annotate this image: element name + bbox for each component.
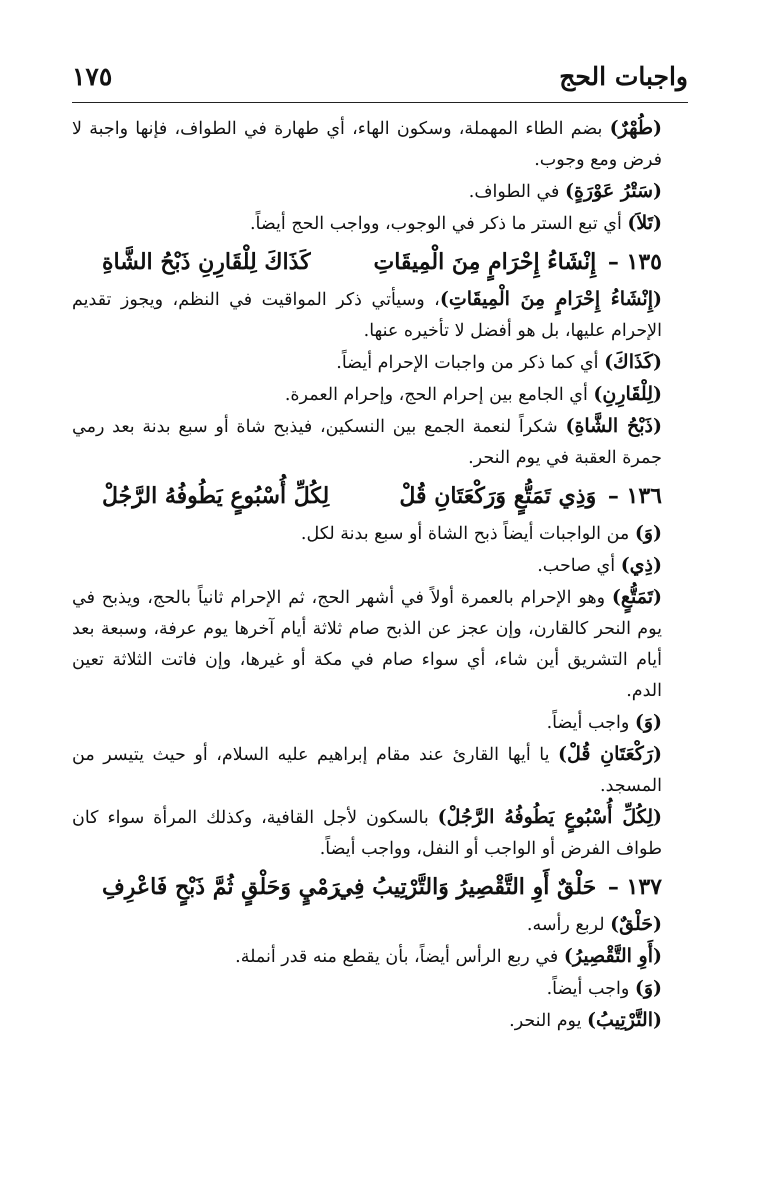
commented-term: (حَلْقٌ)	[610, 913, 662, 935]
commentary-text: بالسكون لأجل القافية، وكذلك المرأة سواء كان طواف الفرض أو الواجب أو النفل، وواجب أيضاً.	[72, 808, 662, 859]
commented-term: (لِكُلِّ أُسْبُوعٍ يَطُوفُهُ الرَّجُلْ)	[437, 806, 662, 828]
commentary-text: واجب أيضاً.	[546, 979, 635, 999]
verse-line	[72, 865, 688, 909]
verse-number: ١٣٦ –	[607, 483, 662, 509]
verse-second-hemistich: كَذَاكَ لِلْقَارِنِ ذَبْحُ الشَّاةِ	[102, 249, 311, 275]
commentary-text: أي الجامع بين إحرام الحج، وإحرام العمرة.	[284, 385, 594, 405]
commentary-paragraph	[72, 284, 688, 347]
commented-term: (أَوِ التَّقْصِيرُ)	[563, 945, 662, 967]
commented-term: (لِلْقَارِنِ)	[593, 383, 662, 405]
commentary-paragraph	[72, 347, 688, 379]
page-number: ١٧٥	[72, 62, 113, 91]
commented-term: (رَكْعَتَانِ قُلْ)	[558, 743, 662, 765]
commented-term: (ذِي)	[620, 554, 662, 576]
commentary-text: في الطواف.	[468, 182, 565, 202]
running-title: واجبات الحج	[559, 62, 688, 91]
verse-number: ١٣٥ –	[607, 249, 662, 275]
commented-term: (كَذَاكَ)	[604, 351, 662, 373]
commented-term: (طُهْرٌ)	[609, 117, 662, 139]
verse-line	[72, 240, 688, 284]
running-head	[72, 58, 688, 103]
body-text	[72, 113, 688, 1037]
commented-term: (وَ)	[634, 711, 662, 733]
book-page	[72, 58, 688, 1138]
commentary-paragraph	[72, 518, 688, 550]
commented-term: (التَّرْتِيبُ)	[587, 1009, 662, 1031]
commentary-text: أي صاحب.	[537, 556, 621, 576]
commentary-paragraph	[72, 208, 688, 240]
commentary-text: ، وسيأتي ذكر المواقيت في النظم، ويجوز تقديم الإحرام عليها، بل هو أفضل لا تأخيره عنها.	[72, 290, 662, 341]
commentary-paragraph	[72, 1005, 688, 1037]
verse-first-hemistich-text: إِنْشَاءُ إِحْرَامٍ مِنَ الْمِيقَاتِ	[373, 249, 597, 275]
verse-second-hemistich: لِكُلِّ أُسْبُوعٍ يَطُوفُهُ الرَّجُلْ	[102, 483, 330, 509]
commentary-paragraph	[72, 802, 688, 865]
commentary-paragraph	[72, 973, 688, 1005]
commented-term: (تَمَتُّعٍ)	[611, 586, 662, 608]
commentary-paragraph	[72, 550, 688, 582]
commentary-paragraph	[72, 582, 688, 707]
commentary-text: وهو الإحرام بالعمرة أولاً في أشهر الحج، ثم الإحرام ثانياً بالحج، ويذبح في يوم النحر كالقارن، وإن عجز عن الذبح صام ثلاثة أيام آخرها يوم عرفة، وسبعة بعد أيام التشريق أين شاء، أي سواء صام في مكة أو غيرها، وإن فاتت الثلاثة تعين الدم.	[72, 588, 662, 701]
commentary-text: واجب أيضاً.	[546, 713, 635, 733]
commented-term: (إِنْشَاءُ إِحْرَامٍ مِنَ الْمِيقَاتِ)	[439, 288, 662, 310]
verse-first-hemistich	[373, 240, 662, 284]
commentary-paragraph	[72, 739, 688, 802]
verse-first-hemistich	[399, 474, 662, 518]
verse-first-hemistich	[336, 865, 662, 909]
commentary-paragraph	[72, 379, 688, 411]
verse-line	[72, 474, 688, 518]
commentary-paragraph	[72, 707, 688, 739]
commentary-text: أي كما ذكر من واجبات الإحرام أيضاً.	[336, 353, 605, 373]
commented-term: (سَتْرُ عَوْرَةٍ)	[564, 180, 662, 202]
commented-term: (وَ)	[634, 522, 662, 544]
commentary-text: بضم الطاء المهملة، وسكون الهاء، أي طهارة في الطواف، فإنها واجبة لا فرض ومع وجوب.	[72, 119, 662, 170]
commentary-text: في ربع الرأس أيضاً، بأن يقطع منه قدر أنملة.	[235, 947, 564, 967]
commentary-paragraph	[72, 941, 688, 973]
commented-term: (تَلاَ)	[627, 212, 662, 234]
commented-term: (وَ)	[634, 977, 662, 999]
commentary-paragraph	[72, 176, 688, 208]
verse-first-hemistich-text: وَذِي تَمَتُّعٍ وَرَكْعَتَانِ قُلْ	[399, 483, 597, 509]
commentary-paragraph	[72, 113, 688, 176]
verse-first-hemistich-text: حَلْقٌ أَوِ التَّقْصِيرُ وَالتَّرْتِيبُ فِي	[335, 874, 597, 900]
commentary-paragraph	[72, 909, 688, 941]
verse-number: ١٣٧ –	[607, 874, 662, 900]
commentary-text: لربع رأسه.	[526, 915, 611, 935]
commented-term: (ذَبْحُ الشَّاةِ)	[565, 415, 662, 437]
commentary-text: شكراً لنعمة الجمع بين النسكين، فيذبح شاة أو سبع بدنة بعد رمي جمرة العقبة في يوم النحر.	[72, 417, 662, 468]
commentary-text: يوم النحر.	[509, 1011, 588, 1031]
commentary-text: أي تبع الستر ما ذكر في الوجوب، وواجب الحج أيضاً.	[249, 214, 628, 234]
commentary-text: يا أيها القارئ عند مقام إبراهيم عليه السلام، أو حيث يتيسر من المسجد.	[72, 745, 662, 796]
commentary-text: من الواجبات أيضاً ذبح الشاة أو سبع بدنة لكل.	[300, 524, 635, 544]
commentary-paragraph	[72, 411, 688, 474]
verse-second-hemistich: رَمْيٍ وَحَلْقٍ ثُمَّ ذَبْحٍ فَاعْرِفِ	[102, 874, 340, 900]
